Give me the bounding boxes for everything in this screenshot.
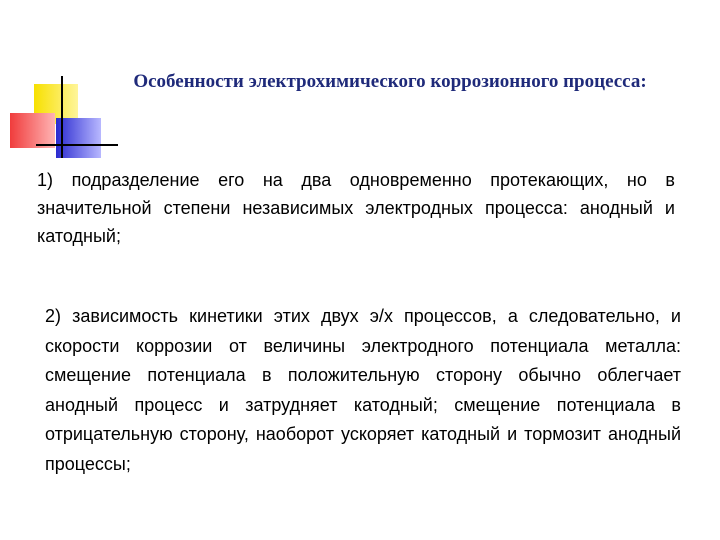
red-square: [10, 113, 55, 148]
paragraph-1: 1) подразделение его на два одновременно протекающих, но в значительной степени независимых электродных процесса: анодный и катодный;: [37, 170, 675, 246]
slide-title: Особенности электрохимического коррозионного процесса:: [133, 71, 647, 92]
paragraph-2: 2) зависимость кинетики этих двух э/х процессов, а следовательно, и скорости коррозии от величины электродного потенциала металла: смещение потенциала в положительную сторону обычно облегчает анодный процесс и затрудняет катодный; смещение потенциала в отрицательную сторону, наоборот ускоряет катодный и тормозит анодный процессы;: [45, 306, 681, 474]
